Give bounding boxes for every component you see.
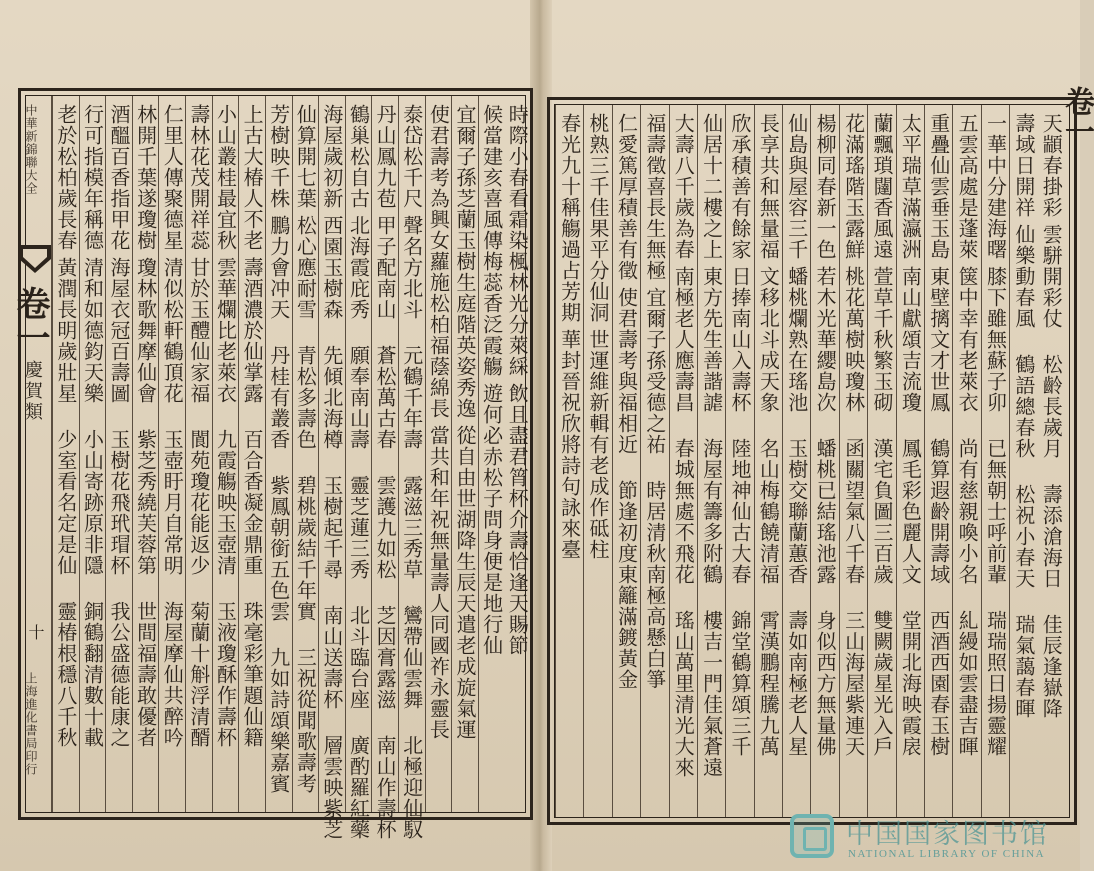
- couplet-upper: 重疊仙雲垂玉島: [926, 113, 951, 260]
- watermark-english: NATIONAL LIBRARY OF CHINA: [848, 848, 1046, 860]
- couplet-lower: 當共和年祝無量壽人同國祚永靈長: [426, 425, 451, 740]
- text-column: [1009, 105, 1037, 817]
- left-page-text: [52, 96, 530, 840]
- couplet-upper: 鶴巢松自古: [346, 104, 371, 209]
- text-column: [952, 105, 980, 817]
- text-column: [867, 105, 895, 817]
- couplet-lower: 萱草千秋繁玉砌 漢宅負圖三百歲 雙闕歲星光入戶: [869, 266, 894, 757]
- text-column: [924, 105, 952, 817]
- couplet-lower: 箧中幸有老萊衣 尚有慈親喚小名 糺縵如雲盡吉暉: [955, 266, 980, 757]
- couplet-upper: 老於松柏歲長春: [53, 104, 78, 251]
- fish-tail-mark-icon: [19, 245, 51, 273]
- couplet-upper: 仁里人傳聚德星: [160, 104, 185, 251]
- couplet-lower: 桃花萬樹映瓊林 函關望氣八千春 三山海屋紫連天: [841, 266, 866, 757]
- couplet-lower: 清似松軒鶴頂花 玉壺盱月自常明 海屋摩仙共醉吟: [160, 257, 185, 748]
- couplet-lower: 南極老人應壽昌 春城無處不飛花 瑤山萬里清光大來: [671, 266, 696, 778]
- couplet-lower: 膝下雖無蘇子卯 已無朝士呼前輩 瑞瑞照日揚靈耀: [983, 266, 1008, 757]
- text-column: [555, 105, 583, 817]
- text-column: [185, 96, 212, 812]
- text-column: [725, 105, 753, 817]
- couplet-upper: 泰岱松千尺: [399, 104, 424, 209]
- couplet-lower: 雲華爛比老萊衣 九霞觴映玉壺清 玉液瓊酥作壽杯: [213, 257, 238, 748]
- text-column: [265, 96, 292, 812]
- couplet-upper: 宜爾子孫芝蘭玉樹生庭階英姿秀逸: [452, 104, 477, 419]
- couplet-lower: 甲子配南山 蒼松萬古春 雲護九如松 芝因膏露滋 南山作壽杯: [373, 215, 398, 840]
- text-column: [398, 96, 425, 840]
- couplet-upper: 一華中分建海曙: [983, 113, 1008, 260]
- text-column: [451, 96, 478, 812]
- library-watermark: [790, 812, 1070, 868]
- text-column: [212, 96, 239, 812]
- text-column: [292, 96, 319, 812]
- text-column: [981, 105, 1009, 817]
- couplet-upper: 芳樹映千株: [266, 104, 291, 209]
- couplet-lower: 甘於玉醴仙家福 閬苑瓊花能返少 菊蘭十斛浮清醑: [186, 257, 211, 748]
- text-column: [345, 96, 372, 840]
- publisher-imprint: 上海進化書局印行: [24, 672, 38, 776]
- couplet-lower: 從自由世湖降生辰天遣老成旋氣運: [452, 425, 477, 740]
- book-title: 中華新錦聯大全: [24, 104, 38, 195]
- text-column: [810, 105, 838, 817]
- text-column: [1038, 105, 1065, 817]
- text-column: [105, 96, 132, 812]
- couplet-lower: 華封晉祝欣將詩句詠來臺: [557, 329, 582, 560]
- couplet-upper: 丹山鳳九苞: [373, 104, 398, 209]
- couplet-lower: 東方先生善諧謔 海屋有籌多附鶴 樓吉一門佳氣蒼遠: [699, 266, 724, 778]
- couplet-upper: 花滿瑤階玉露鮮: [841, 113, 866, 260]
- couplet-lower: 北海霞庇秀 願奉南山壽 靈芝蓮三秀 北斗臨台座 廣酌羅紅藥: [346, 215, 371, 840]
- couplet-upper: 候當建亥喜風傳梅蕊香泛霞觴: [479, 104, 504, 377]
- couplet-upper: 上古大椿人不老: [240, 104, 265, 251]
- text-column: [158, 96, 185, 812]
- library-logo-icon: [790, 814, 834, 858]
- text-column: [478, 96, 505, 812]
- right-page-text: [555, 105, 1065, 817]
- page-number: 十: [26, 624, 45, 640]
- couplet-lower: 使君壽考與福相近 節逢初度東籬滿鍍黃金: [614, 287, 639, 690]
- couplet-upper: 仁愛篤厚積善有徵: [614, 113, 639, 281]
- text-column: [640, 105, 668, 817]
- text-column: [52, 96, 79, 812]
- couplet-lower: 海屋衣冠百壽圖 玉樹花飛玳瑁杯 我公盛德能康之: [107, 257, 132, 748]
- couplet-lower: 聲名方北斗 元鶴千年壽 露滋三秀草 鸞帶仙雲舞 北極迎仙馭: [399, 215, 424, 840]
- couplet-upper: 桃熟三千佳果平分仙洞: [586, 113, 611, 323]
- couplet-lower: 宜爾子孫受德之祐 時居清秋南極高懸白箏: [642, 287, 667, 690]
- text-column: [612, 105, 640, 817]
- couplet-upper: 福壽徵喜長生無極: [642, 113, 667, 281]
- text-column: [896, 105, 924, 817]
- text-column: [782, 105, 810, 817]
- couplet-lower: 西園玉樹森 先傾北海樽 玉樹起千尋 南山送壽杯 層雲映紫芝: [319, 215, 344, 840]
- couplet-upper: 仙島與屋容三千: [784, 113, 809, 260]
- couplet-upper: 楊柳同春新一色: [813, 113, 838, 260]
- couplet-upper: 林開千葉遂瓊樹: [133, 104, 158, 251]
- right-volume-label: 卷一: [1059, 86, 1094, 146]
- couplet-upper: 五雲高處是蓬萊: [955, 113, 980, 260]
- couplet-upper: 行可指模年稱德: [80, 104, 105, 251]
- couplet-lower: 飲且盡君筲杯介壽恰逢天賜節: [505, 383, 530, 656]
- couplet-lower: 黃潤長明歲壯星 少室看名定是仙 靈椿根穩八千秋: [53, 257, 78, 748]
- couplet-lower: 蟠桃爛熟在瑤池 玉樹交聯蘭蕙香 壽如南極老人星: [784, 266, 809, 757]
- text-column: [504, 96, 530, 812]
- section-label: 慶賀類: [22, 360, 43, 423]
- couplet-upper: 海屋歲初新: [319, 104, 344, 209]
- couplet-upper: 天顓春掛彩: [1039, 113, 1064, 218]
- couplet-upper: 使君壽考為興女蘿施松柏福蔭綿長: [426, 104, 451, 419]
- couplet-upper: 時際小春看霜染楓林光分萊綵: [505, 104, 530, 377]
- couplet-lower: 雲駢開彩仗 松齡長歲月 壽添滄海日 佳辰逢嶽降: [1039, 224, 1064, 719]
- couplet-lower: 若木光華纓島次 蟠桃已結瑤池露 身似西方無量佛: [813, 266, 838, 757]
- couplet-lower: 世運維新輯有老成作砥柱: [586, 329, 611, 560]
- couplet-upper: 仙居十二樓之上: [699, 113, 724, 260]
- text-column: [583, 105, 611, 817]
- text-column: [318, 96, 345, 840]
- watermark-chinese: 中国国家图书馆: [846, 819, 1049, 850]
- couplet-upper: 蘭飄瑣闥香風遠: [869, 113, 894, 260]
- couplet-upper: 春光九十稱觴過占芳期: [557, 113, 582, 323]
- couplet-upper: 壽林花茂開祥蕊: [186, 104, 211, 251]
- text-column: [754, 105, 782, 817]
- text-column: [697, 105, 725, 817]
- couplet-lower: 文移北斗成天象 名山梅鶴饒清福 霄漢鵬程騰九萬: [756, 266, 781, 757]
- text-column: [371, 96, 398, 840]
- couplet-upper: 大壽八千歲為春: [671, 113, 696, 260]
- couplet-lower: 清和如德鈞天樂 小山寄跡原非隱 銅鶴翻清數十載: [80, 257, 105, 748]
- volume-label: 卷一: [10, 286, 50, 354]
- couplet-upper: 酒醞百香指甲花: [107, 104, 132, 251]
- couplet-upper: 小山叢桂最宜秋: [213, 104, 238, 251]
- text-column: [132, 96, 159, 812]
- text-column: [669, 105, 697, 817]
- couplet-lower: 日捧南山入壽杯 陸地神仙古大春 錦堂鶴算頌三千: [728, 266, 752, 757]
- couplet-lower: 瓊林歌舞摩仙會 紫芝秀繞芙蓉第 世間福壽敢優者: [133, 257, 158, 748]
- couplet-upper: 欣承積善有餘家: [728, 113, 752, 260]
- couplet-upper: 長享共和無量福: [756, 113, 781, 260]
- couplet-upper: 太平瑞草滿瀛洲: [898, 113, 923, 260]
- couplet-lower: 南山獻頌吉流瓊 鳳毛彩色麗人文 堂開北海映霞扆: [898, 266, 923, 757]
- text-column: [425, 96, 452, 812]
- couplet-upper: 仙算開七葉: [293, 104, 318, 209]
- text-column: [238, 96, 265, 812]
- couplet-lower: 東壁摛文才世鳳 鶴算遐齡開壽域 西酒西園春玉樹: [926, 266, 951, 757]
- couplet-lower: 鵬力會冲天 丹桂有叢香 紫鳳朝銜五色雲 九如詩頌樂嘉賓: [266, 215, 291, 794]
- couplet-lower: 仙樂動春風 鶴語總春秋 松祝小春天 瑞氣藹春暉: [1011, 224, 1036, 719]
- text-column: [839, 105, 867, 817]
- couplet-lower: 遊何必赤松子問身便是地行仙: [479, 383, 504, 656]
- couplet-upper: 壽域日開祥: [1011, 113, 1036, 218]
- text-column: [79, 96, 106, 812]
- couplet-lower: 松心應耐雪 青松多壽色 碧桃歲結千年實 三祝從聞歌壽考: [293, 215, 318, 794]
- couplet-lower: 壽酒濃於仙掌露 百合香凝金鼎重 珠毫彩筆題仙籍: [240, 257, 265, 748]
